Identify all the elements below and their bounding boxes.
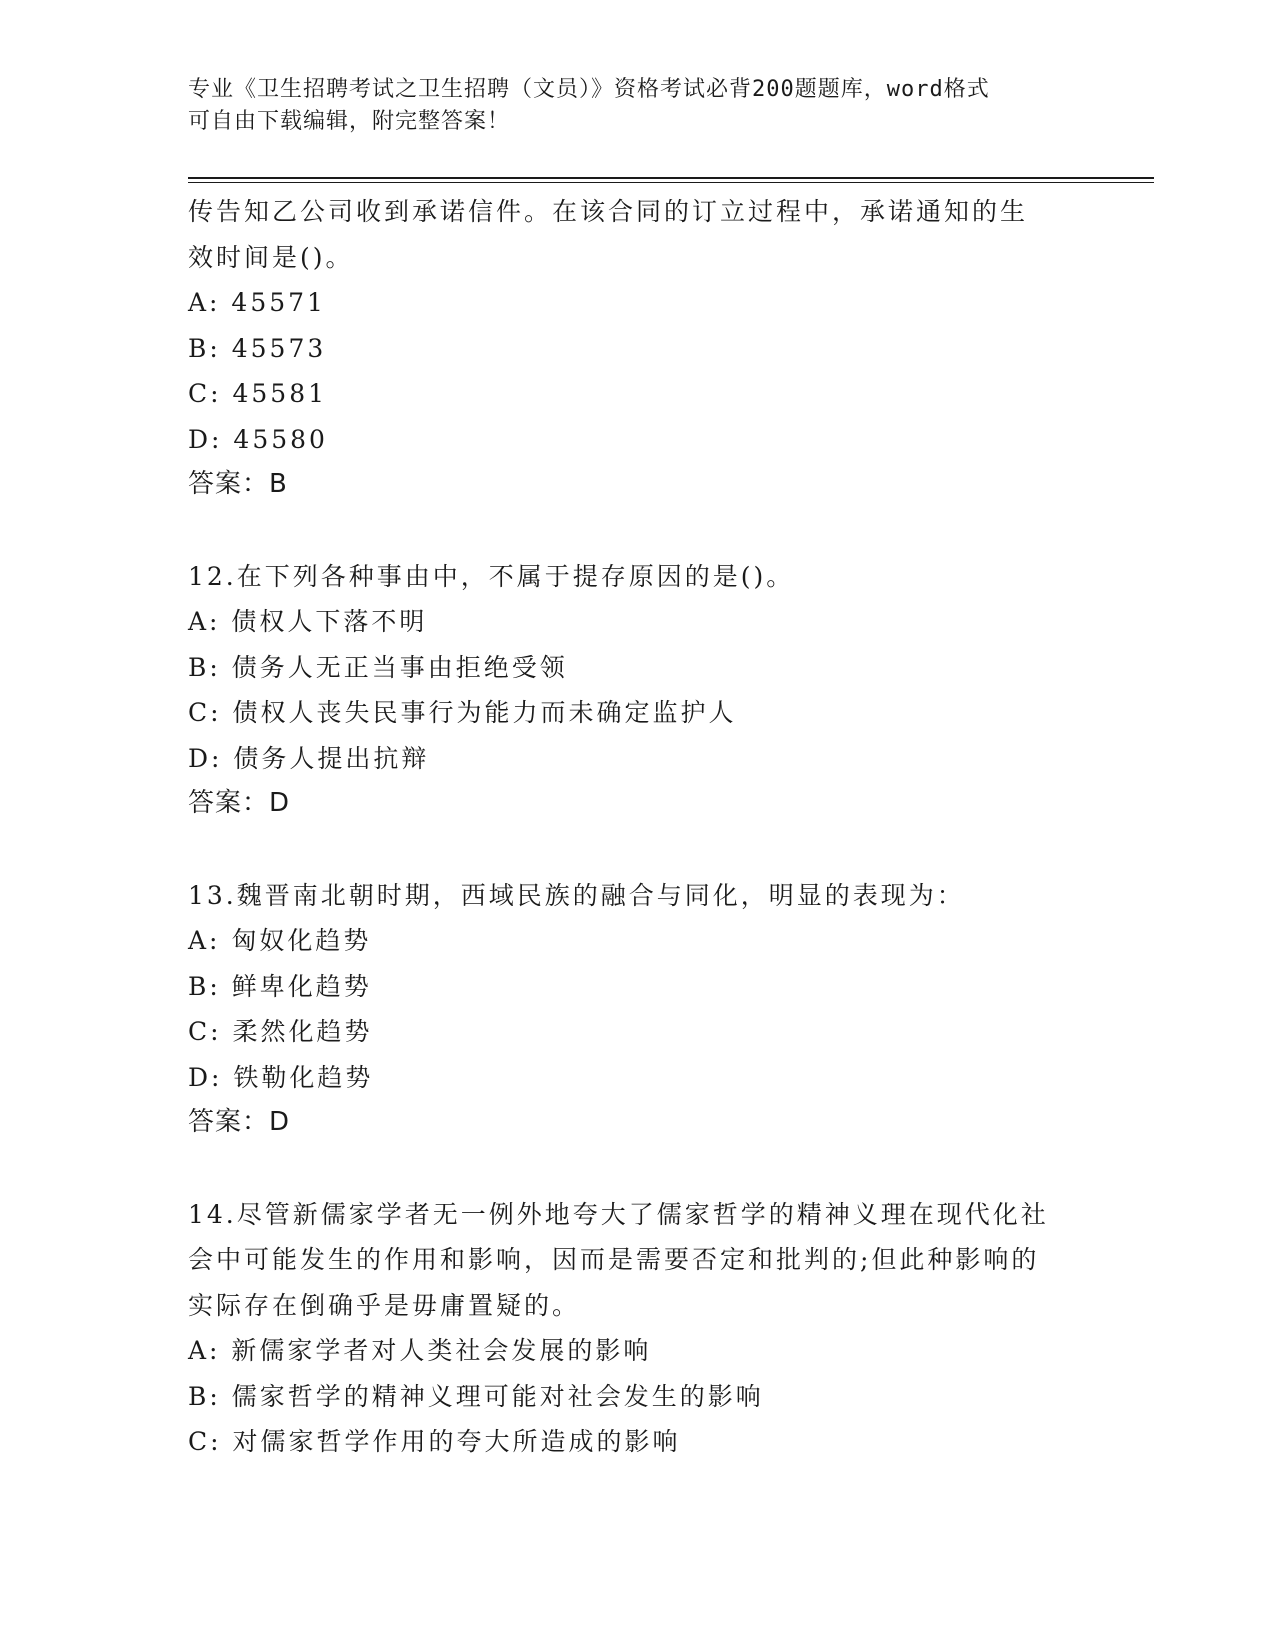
question-11	[188, 189, 1088, 508]
option-c: C: 对儒家哲学作用的夸大所造成的影响	[188, 1427, 681, 1456]
question-list	[188, 189, 1088, 1465]
header-line-2: 可自由下载编辑，附完整答案！	[188, 109, 511, 134]
option-b: B: 鲜卑化趋势	[188, 971, 372, 1001]
option-c: C: 柔然化趋势	[188, 1017, 373, 1046]
option-b: B: 儒家哲学的精神义理可能对社会发生的影响	[188, 1381, 764, 1411]
question-text-line: 14.尽管新儒家学者无一例外地夸大了儒家哲学的精神义理在现代化社	[188, 1199, 1049, 1229]
header-line-1: 专业《卫生招聘考试之卫生招聘（文员）》资格考试必背200题题库，word格式	[188, 77, 990, 102]
option-b: B: 45573	[188, 333, 327, 363]
answer-line: 答案：D	[188, 1107, 291, 1137]
option-d: D: 债务人提出抗辩	[188, 743, 430, 773]
question-text-line: 效时间是()。	[188, 242, 354, 272]
option-a: A: 45571	[188, 288, 326, 317]
question-spacer	[188, 508, 1088, 554]
question-spacer	[188, 827, 1088, 873]
question-14	[188, 1192, 1088, 1465]
option-c: C: 45581	[188, 379, 328, 408]
option-d: D: 45580	[188, 424, 328, 454]
option-d: D: 铁勒化趋势	[188, 1062, 374, 1092]
option-a: A: 新儒家学者对人类社会发展的影响	[188, 1336, 652, 1365]
document-header	[188, 74, 1088, 138]
option-a: A: 债权人下落不明	[188, 607, 428, 636]
question-text-line: 13.魏晋南北朝时期，西域民族的融合与同化，明显的表现为：	[188, 880, 965, 910]
question-spacer	[188, 1146, 1088, 1192]
question-13	[188, 873, 1088, 1146]
option-a: A: 匈奴化趋势	[188, 926, 372, 955]
question-text-line: 传告知乙公司收到承诺信件。在该合同的订立过程中，承诺通知的生	[188, 197, 1029, 226]
option-c: C: 债权人丧失民事行为能力而未确定监护人	[188, 698, 737, 727]
question-text-line: 12.在下列各种事由中，不属于提存原因的是()。	[188, 561, 795, 591]
question-12	[188, 554, 1088, 827]
answer-line: 答案：B	[188, 469, 288, 499]
question-text-line: 会中可能发生的作用和影响，因而是需要否定和批判的;但此种影响的	[188, 1245, 1040, 1274]
option-b: B: 债务人无正当事由拒绝受领	[188, 652, 568, 682]
question-text-line: 实际存在倒确乎是毋庸置疑的。	[188, 1290, 581, 1320]
header-rule-thick	[188, 177, 1154, 179]
header-rule-thin	[188, 182, 1154, 183]
answer-line: 答案：D	[188, 788, 291, 818]
